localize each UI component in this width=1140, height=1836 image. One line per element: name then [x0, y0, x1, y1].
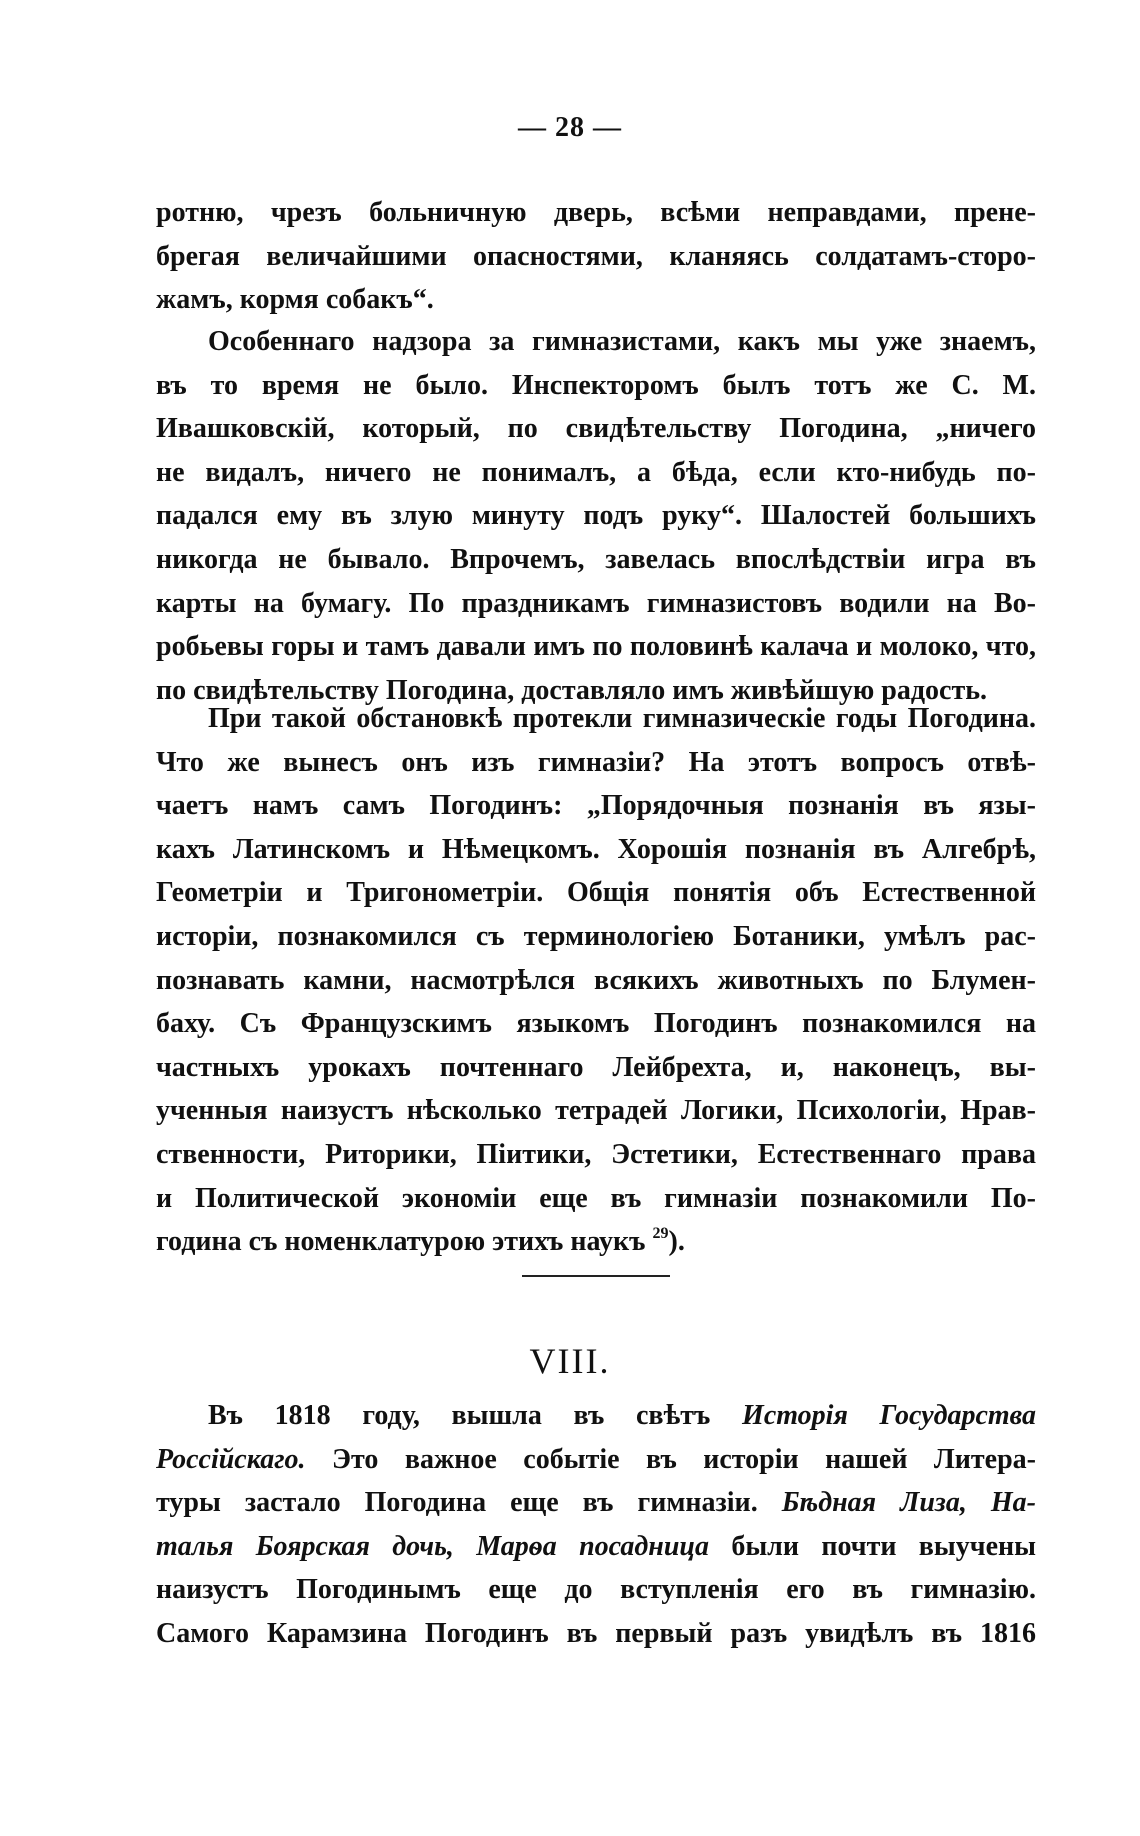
section-heading: VIII. — [529, 1341, 611, 1381]
text-line: падался ему въ злую минуту подъ руку“. Шалостей большихъ — [156, 500, 1036, 532]
text-line: брегая величайшими опасностями, кланяясь солдатамъ-сторо- — [156, 240, 1036, 272]
text-line: не видалъ, ничего не понималъ, а бѣда, если кто-нибудь по- — [156, 456, 1036, 488]
text-line: робьевы горы и тамъ давали имъ по половинѣ калача и молоко, что, — [156, 631, 1036, 663]
text-line: Самого Карамзина Погодинъ въ первый разъ увидѣлъ въ 1816 — [156, 1617, 1036, 1649]
text-line: исторіи, познакомился съ терминологіею Ботаники, умѣлъ рас- — [156, 920, 1036, 952]
text-line: наизустъ Погодинымъ еще до вступленія его въ гимназію. — [156, 1574, 1036, 1606]
book-title: Бѣдная Лиза, На- — [781, 1487, 1036, 1519]
paragraph-supervision — [156, 320, 1036, 712]
section-divider — [522, 1275, 670, 1277]
text-line: въ то время не было. Инспекторомъ былъ тотъ же С. М. — [156, 369, 1036, 401]
text-line-last — [156, 1220, 1036, 1264]
text-line: ственности, Риторики, Піитики, Эстетики, Естественнаго права — [156, 1138, 1036, 1170]
text-line: карты на бумагу. По праздникамъ гимназистовъ водили на Во- — [156, 587, 1036, 619]
text-line: ротню, чрезъ больничную дверь, всѣми неправдами, прене- — [156, 197, 1036, 228]
text-line-body: година съ номенклатурою этихъ наукъ — [156, 1226, 646, 1258]
paragraph-karamzin — [156, 1394, 1036, 1656]
text-line: При такой обстановкѣ протекли гимназическіе годы Погодина. — [208, 703, 1036, 734]
text-line: никогда не бывало. Впрочемъ, завелась впослѣдствіи игра въ — [156, 543, 1036, 575]
text-run: Въ 1818 году, вышла въ свѣтъ — [208, 1400, 743, 1431]
paragraph-continued — [156, 191, 1036, 322]
text-line — [156, 1438, 1036, 1482]
text-run: туры застало Погодина еще въ гимназіи. — [156, 1487, 782, 1519]
page-number: — 28 — — [518, 112, 622, 143]
book-title: Россійскаго. — [156, 1443, 306, 1475]
text-line: частныхъ урокахъ почтеннаго Лейбрехта, и, наконецъ, вы- — [156, 1051, 1036, 1083]
text-line: баху. Съ Французскимъ языкомъ Погодинъ познакомился на — [156, 1008, 1036, 1040]
text-line: по свидѣтельству Погодина, доставляло имъ живѣйшую радость. — [156, 674, 988, 706]
text-line: Что же вынесъ онъ изъ гимназіи? На этотъ вопросъ отвѣ- — [156, 746, 1036, 778]
book-title: талья Боярская дочь, Марѳа посадница — [156, 1530, 709, 1562]
text-line — [156, 1481, 1036, 1525]
text-line: познавать камни, насмотрѣлся всякихъ животныхъ по Блумен- — [156, 964, 1036, 996]
text-line: чаетъ намъ самъ Погодинъ: „Порядочныя познанія въ язы- — [156, 790, 1036, 822]
text-line: кахъ Латинскомъ и Нѣмецкомъ. Хорошія познанія въ Алгебрѣ, — [156, 833, 1036, 865]
footnote-ref[interactable]: 29 — [652, 1225, 669, 1243]
paragraph-gymnasium-years — [156, 697, 1036, 1264]
text-line-tail: ). — [668, 1226, 685, 1258]
text-line: Ивашковскій, который, по свидѣтельству Погодина, „ничего — [156, 413, 1036, 445]
text-line: и Политической экономіи еще въ гимназіи познакомили По- — [156, 1182, 1036, 1214]
text-line: жамъ, кормя собакъ“. — [156, 284, 434, 316]
text-run: Это важное событіе въ исторіи нашей Литера- — [305, 1443, 1036, 1475]
text-run: были почти выучены — [708, 1530, 1036, 1562]
text-line: Геометріи и Тригонометріи. Общія понятія объ Естественной — [156, 877, 1036, 909]
text-line: ученныя наизустъ нѣсколько тетрадей Логики, Психологіи, Нрав- — [156, 1095, 1036, 1127]
text-line — [156, 1525, 1036, 1569]
text-line: Особеннаго надзора за гимназистами, какъ мы уже знаемъ, — [208, 326, 1036, 357]
text-line — [156, 1394, 1036, 1438]
book-title: Исторія Государства — [742, 1400, 1036, 1431]
